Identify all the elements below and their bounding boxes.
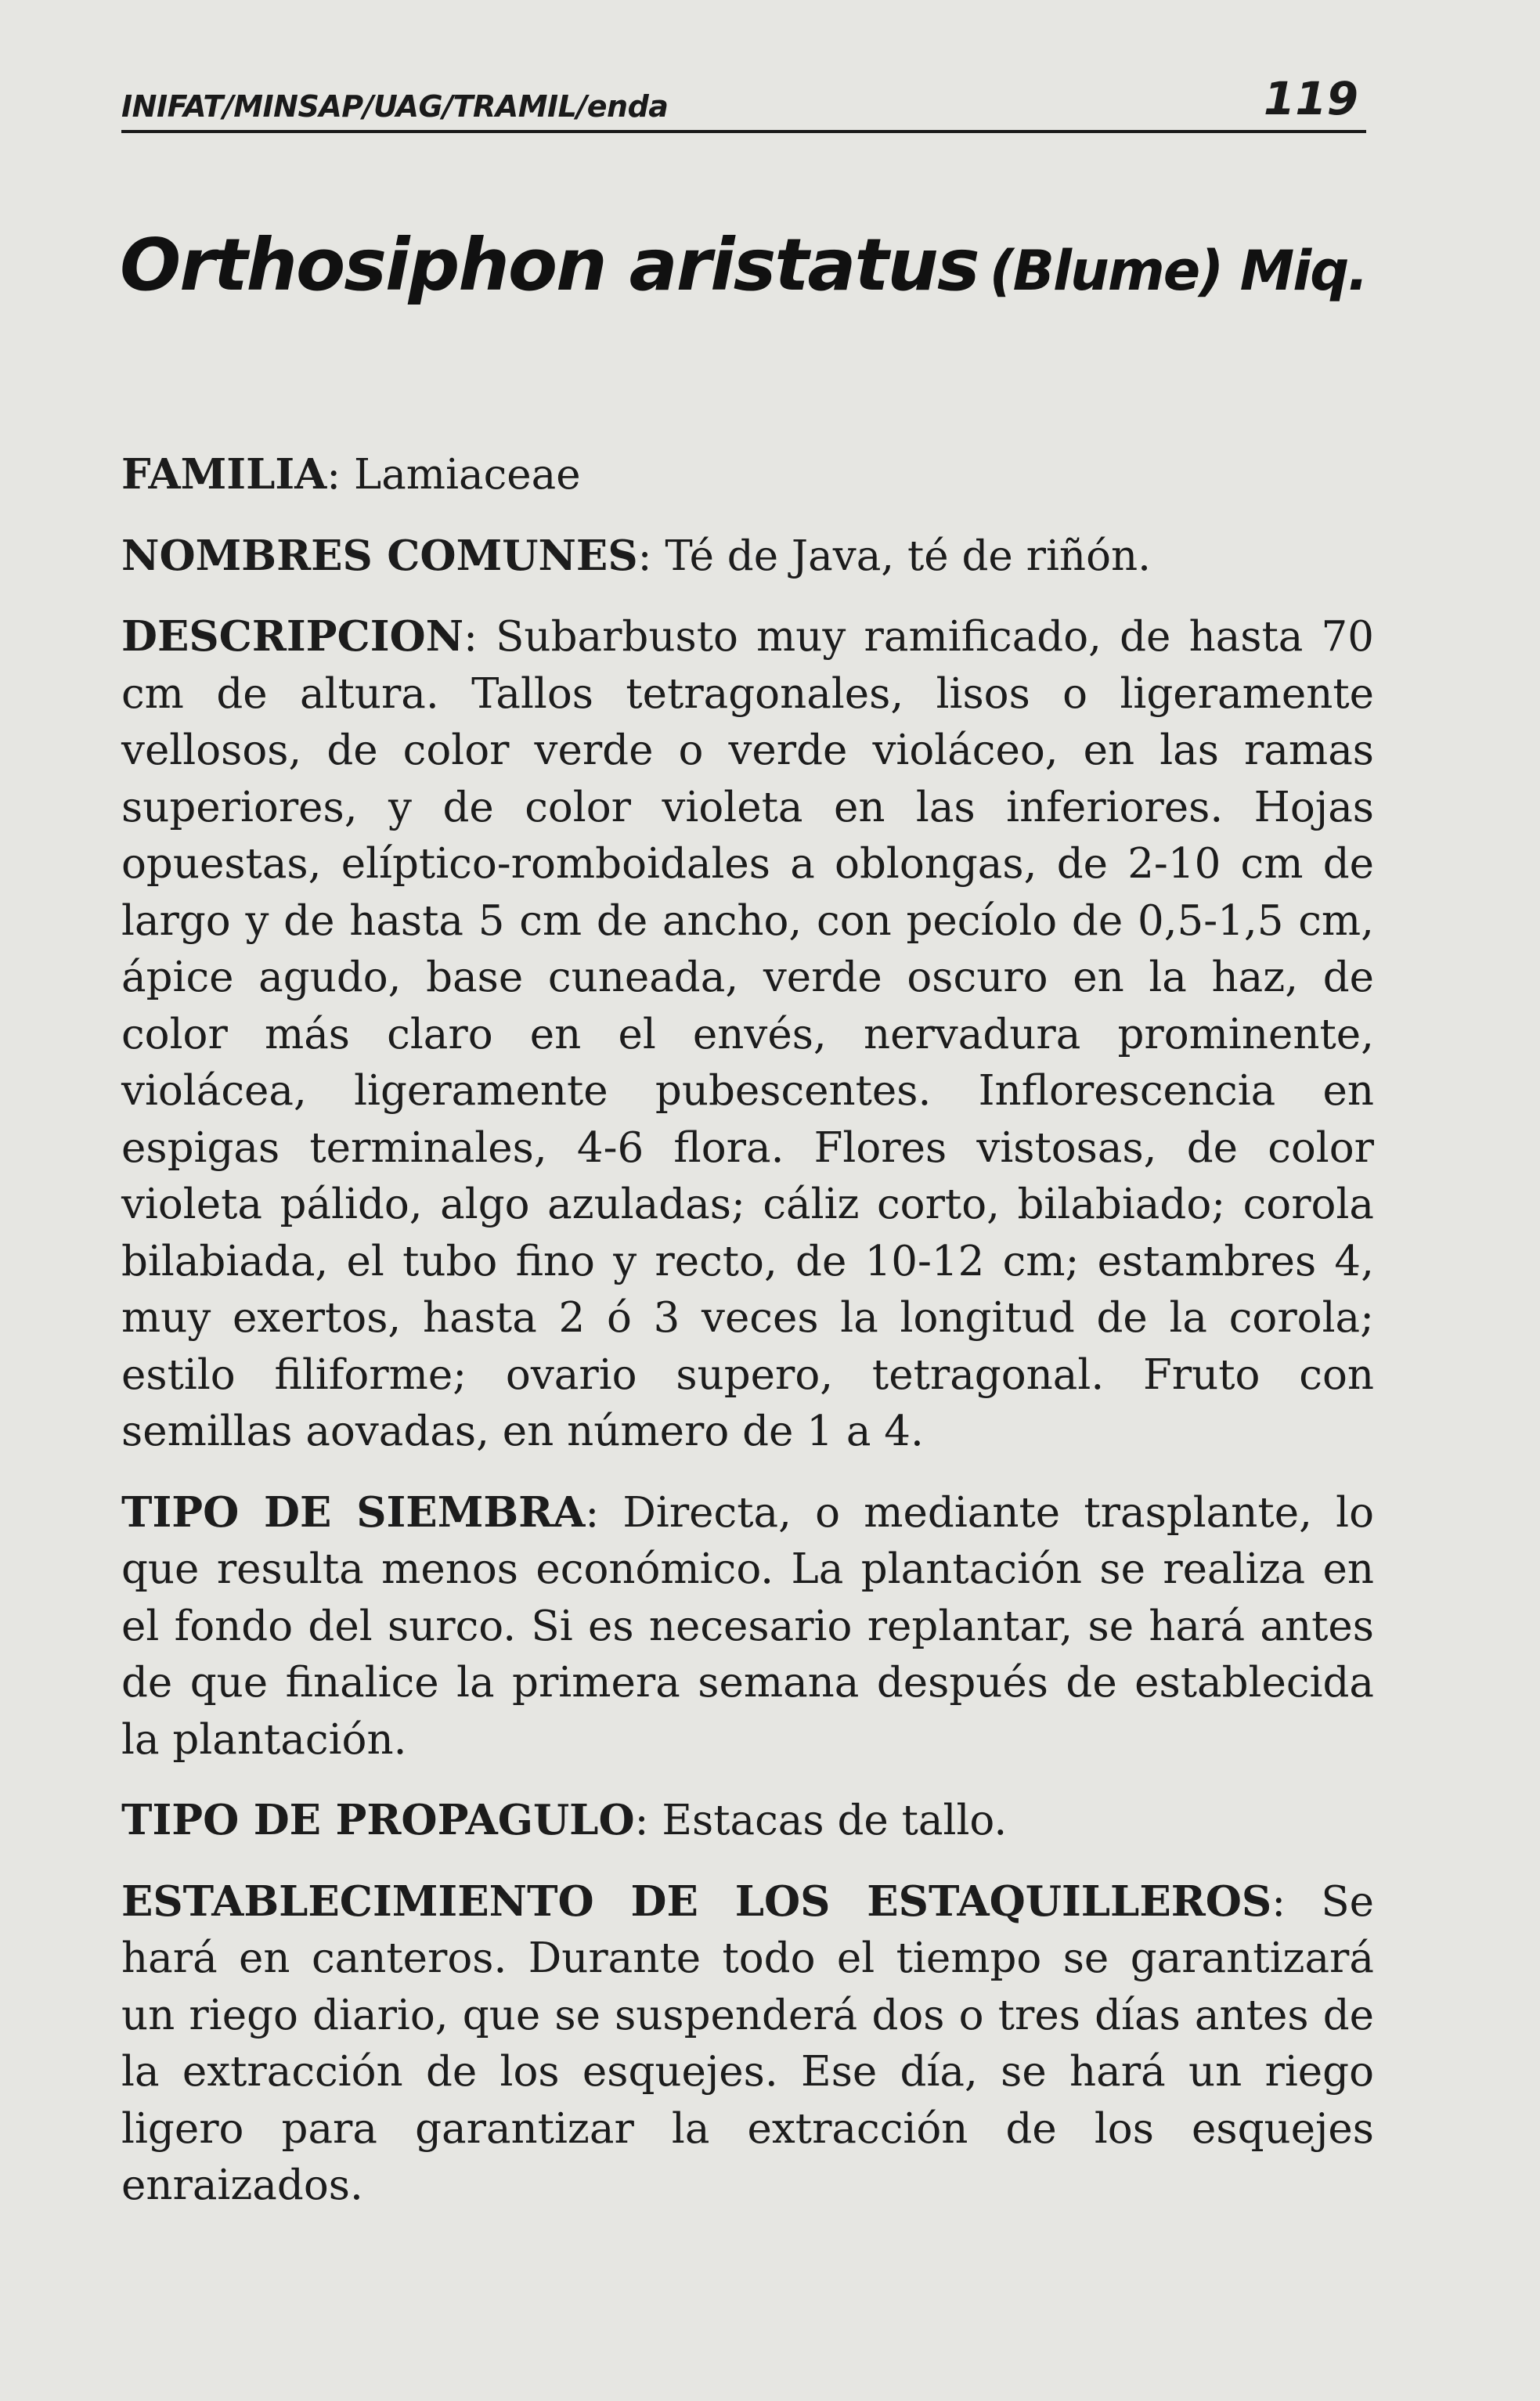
species-authority: (Blume) Miq.	[989, 239, 1367, 303]
section-tipo-de-propagulo: TIPO DE PROPAGULO: Estacas de tallo.	[121, 1796, 1008, 1844]
section-label: DESCRIPCION	[121, 612, 464, 661]
section-familia: FAMILIA: Lamiaceae	[121, 450, 581, 499]
section-descripcion: DESCRIPCION: Subarbusto muy ramificado, de hasta 70 cm de altura. Tallos tetragonales, lisos o ligeramente vellosos, de color verde o verde violáceo, en las ramas superiores, y de color violeta en las inferiores. Hojas opuestas, elíptico-romboidales a oblongas, de 2-10 cm de largo y de hasta 5 cm de ancho, con pecíolo de 0,5-1,5 cm, ápice agudo, base cuneada, verde oscuro en la haz, de color más claro en el envés, nervadura prominente, violácea, ligeramente pubescentes. Inflorescencia en espigas terminales, 4-6 flora. Flores vistosas, de color violeta pálido, algo azuladas; cáliz corto, bilabiado; corola bilabiada, el tubo fino y recto, de 10-12 cm; estambres 4, muy exertos, hasta 2 ó 3 veces la longitud de la corola; estilo filiforme; ovario supero, tetragonal. Fruto con semillas aovadas, en número de 1 a 4.	[121, 612, 1374, 1455]
section-text: Se hará en canteros. Durante todo el tiempo se garantizará un riego diario, que se suspenderá dos o tres días antes de la extracción de los esquejes. Ese día, se hará un riego ligero para garantizar la extracción de los esquejes enraizados.	[121, 1877, 1374, 2209]
section-tipo-de-siembra: TIPO DE SIEMBRA: Directa, o mediante trasplante, lo que resulta menos económico. La plantación se realiza en el fondo del surco. Si es necesario replantar, se hará antes de que finalice la primera semana después de establecida la plantación.	[121, 1487, 1374, 1764]
page-number: 119	[1263, 72, 1358, 125]
section-label: NOMBRES COMUNES	[121, 531, 638, 580]
section-label: ESTABLECIMIENTO DE LOS ESTAQUILLEROS	[121, 1876, 1272, 1926]
entry-body	[121, 446, 1374, 2238]
section-text: Té de Java, té de riñón.	[665, 532, 1151, 580]
series-title: INIFAT/MINSAP/UAG/TRAMIL/enda	[121, 89, 669, 124]
running-header	[121, 67, 1366, 133]
section-text: Estacas de tallo.	[662, 1797, 1008, 1844]
section-establecimiento: ESTABLECIMIENTO DE LOS ESTAQUILLEROS: Se hará en canteros. Durante todo el tiempo se garantizará un riego diario, que se suspenderá dos o tres días antes de la extracción de los esquejes. Ese día, se hará un riego ligero para garantizar la extracción de los esquejes enraizados.	[121, 1876, 1374, 2209]
section-nombres-comunes: NOMBRES COMUNES: Té de Java, té de riñón.	[121, 531, 1151, 580]
section-text: Directa, o mediante trasplante, lo que resulta menos económico. La plantación se realiza en el fondo del surco. Si es necesario replantar, se hará antes de que finalice la primera semana después de establecida la plantación.	[121, 1488, 1374, 1764]
section-text: Subarbusto muy ramificado, de hasta 70 cm de altura. Tallos tetragonales, lisos o ligeramente vellosos, de color verde o verde violáceo, en las ramas superiores, y de color violeta en las inferiores. Hojas opuestas, elíptico-romboidales a oblongas, de 2-10 cm de largo y de hasta 5 cm de ancho, con pecíolo de 0,5-1,5 cm, ápice agudo, base cuneada, verde oscuro en la haz, de color más claro en el envés, nervadura prominente, violácea, ligeramente pubescentes. Inflorescencia en espigas terminales, 4-6 flora. Flores vistosas, de color violeta pálido, algo azuladas; cáliz corto, bilabiado; corola bilabiada, el tubo fino y recto, de 10-12 cm; estambres 4, muy exertos, hasta 2 ó 3 veces la longitud de la corola; estilo filiforme; ovario supero, tetragonal. Fruto con semillas aovadas, en número de 1 a 4.	[121, 613, 1374, 1455]
section-label: TIPO DE PROPAGULO	[121, 1796, 635, 1844]
species-title	[120, 223, 1388, 307]
section-label: TIPO DE SIEMBRA	[121, 1487, 586, 1537]
section-text: Lamiaceae	[354, 451, 581, 499]
species-name: Orthosiphon aristatus	[120, 223, 979, 307]
section-label: FAMILIA	[121, 450, 327, 499]
